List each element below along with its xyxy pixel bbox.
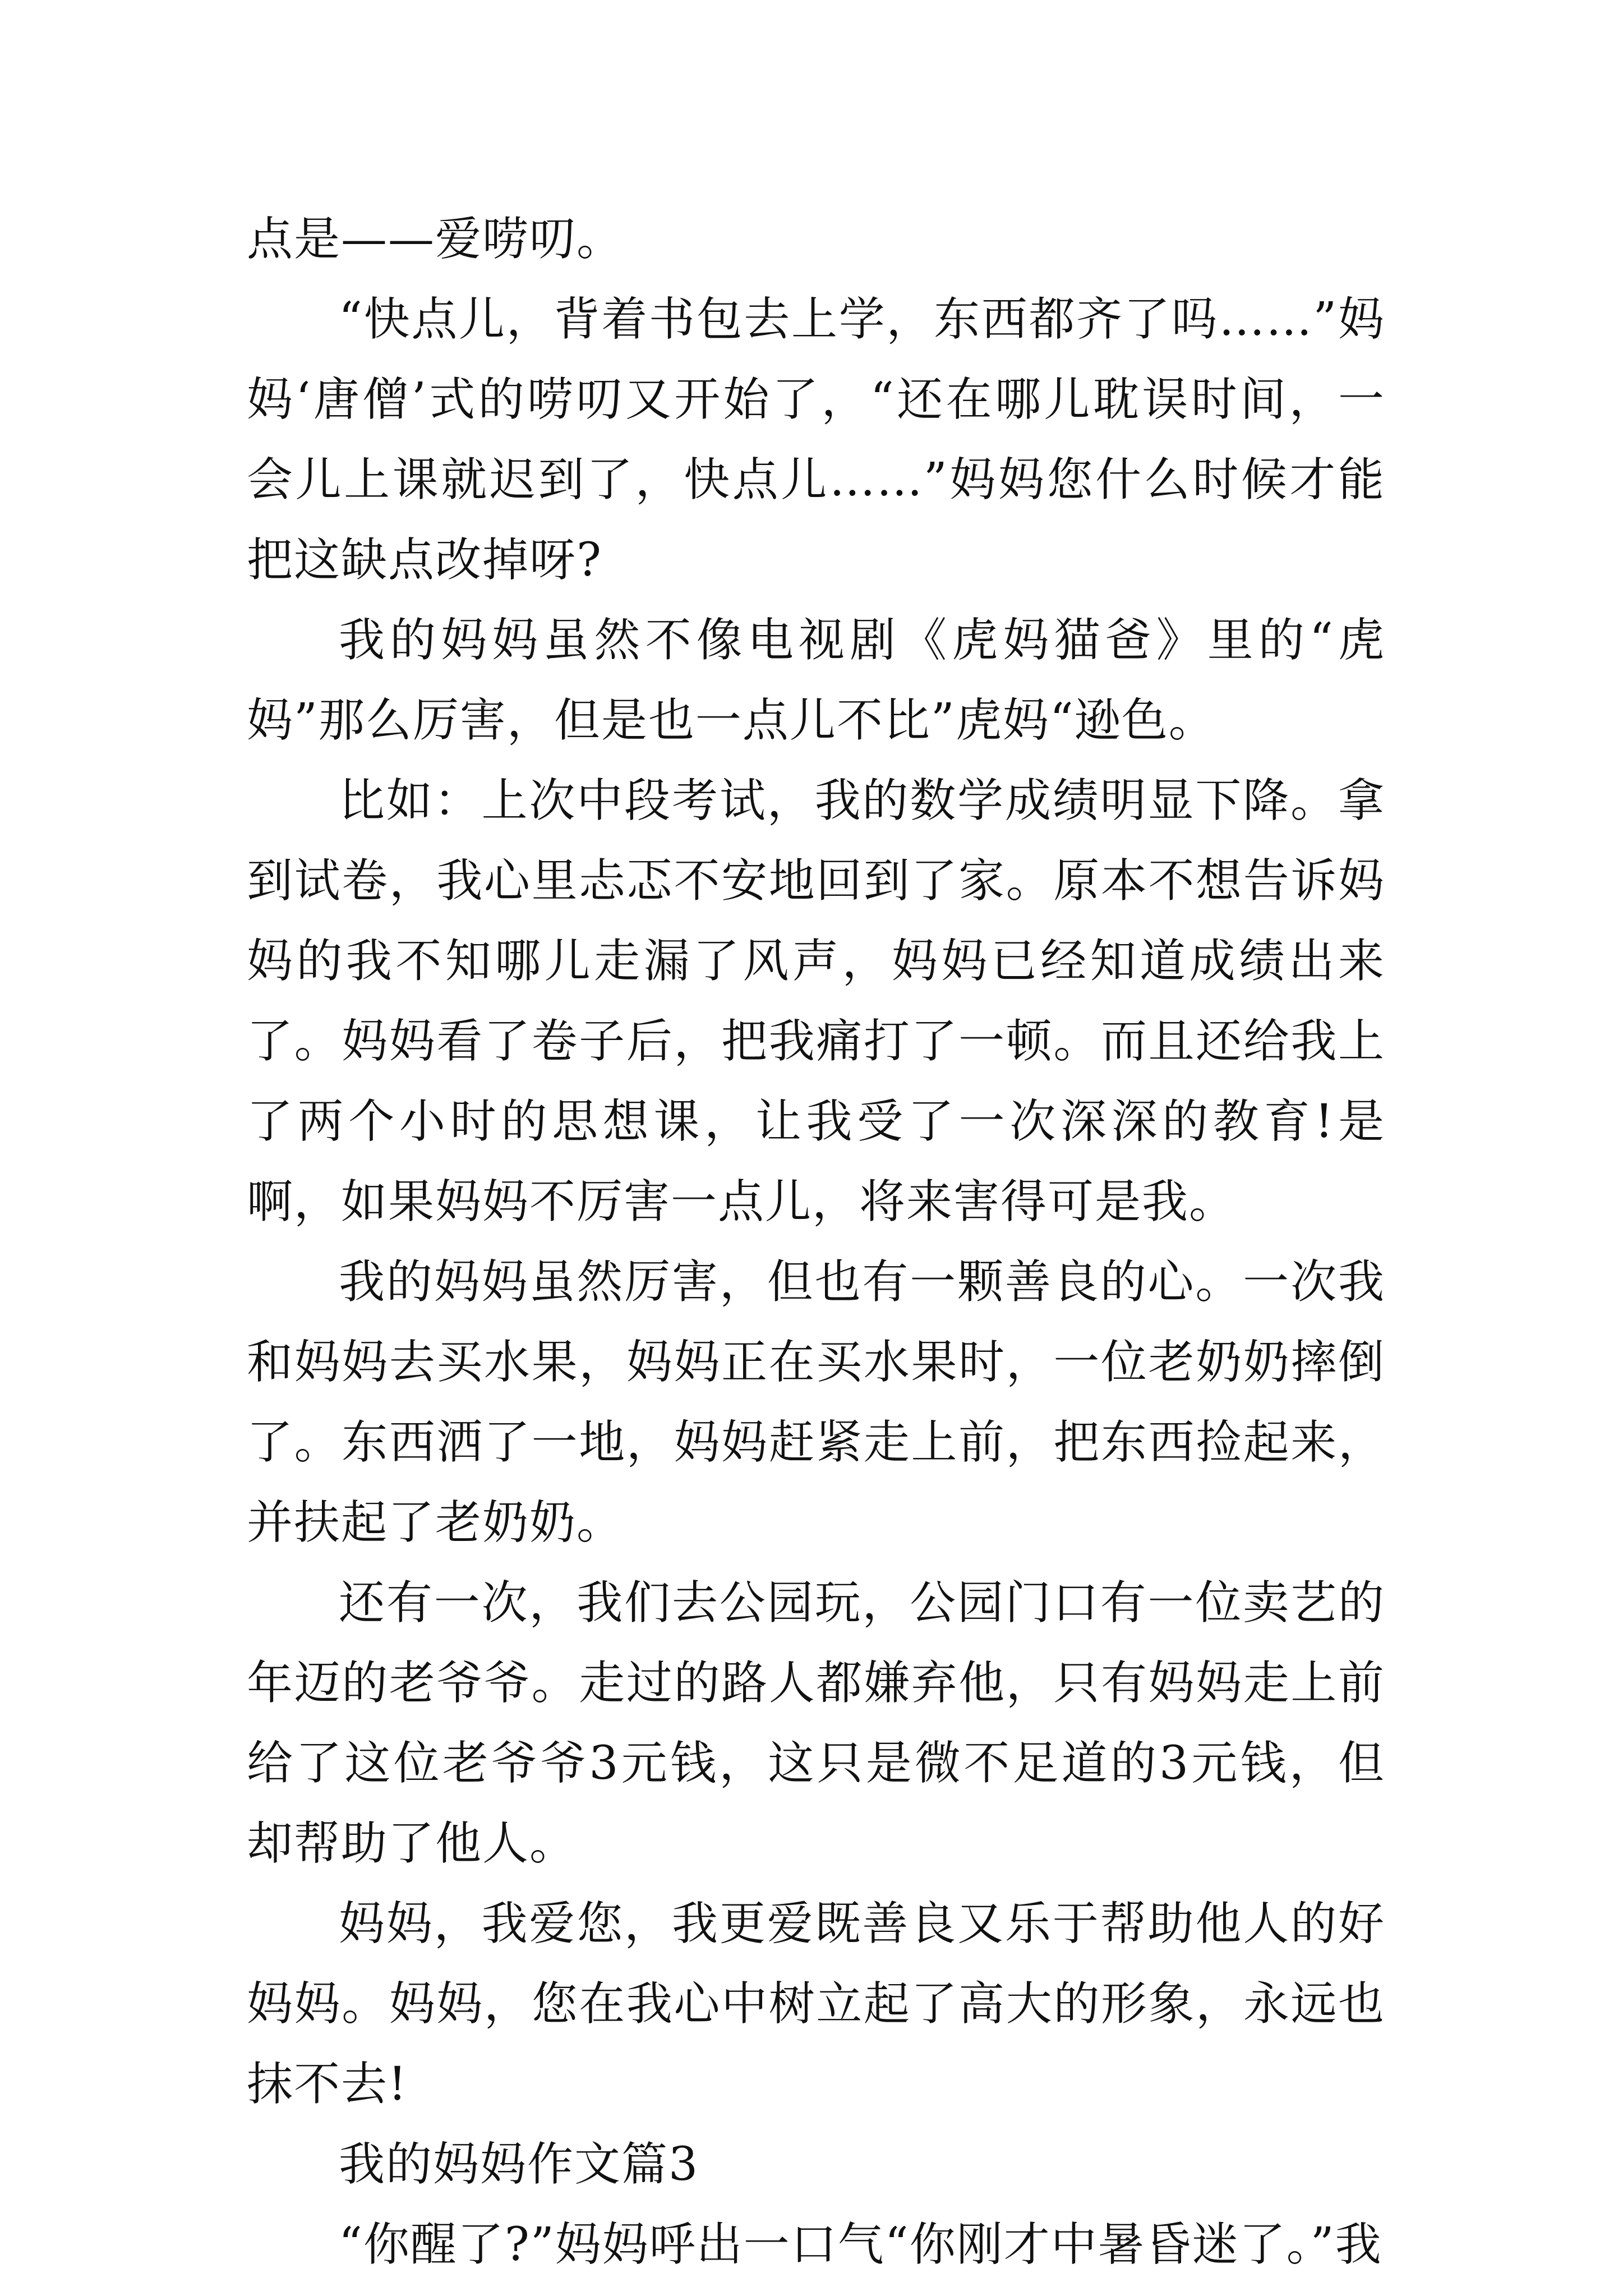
essay-body — [247, 199, 1385, 2285]
paragraph-nagging: “快点儿，背着书包去上学，东西都齐了吗……”妈妈‘唐僧’式的唠叨又开始了，“还在哪儿耽误时间，一会儿上课就迟到了，快点儿……”妈妈您什么时候才能把这缺点改掉呀? — [247, 293, 1385, 587]
paragraph-love: 妈妈，我爱您，我更爱既善良又乐于帮助他人的好妈妈。妈妈，您在我心中树立起了高大的形象，永远也抹不去! — [247, 1897, 1385, 2111]
paragraph-kind-heart: 我的妈妈虽然厉害，但也有一颗善良的心。一次我和妈妈去买水果，妈妈正在买水果时，一位老奶奶摔倒了。东西洒了一地，妈妈赶紧走上前，把东西捡起来，并扶起了老奶奶。 — [247, 1255, 1385, 1549]
paragraph-awake: “你醒了?”妈妈呼出一口气“你刚才中暑昏迷了。”我 — [339, 2218, 1382, 2271]
paragraph-tiger-mom: 我的妈妈虽然不像电视剧《虎妈猫爸》里的“虎妈”那么厉害，但是也一点儿不比”虎妈“逊色。 — [247, 614, 1385, 747]
paragraph-continuation: 点是——爱唠叨。 — [247, 213, 624, 266]
section-heading: 我的妈妈作文篇3 — [339, 2138, 699, 2191]
paragraph-park: 还有一次，我们去公园玩，公园门口有一位卖艺的年迈的老爷爷。走过的路人都嫌弃他，只有妈妈走上前给了这位老爷爷3元钱，这只是微不足道的3元钱，但却帮助了他人。 — [247, 1576, 1385, 1870]
paragraph-exam: 比如：上次中段考试，我的数学成绩明显下降。拿到试卷，我心里忐忑不安地回到了家。原本不想告诉妈妈的我不知哪儿走漏了风声，妈妈已经知道成绩出来了。妈妈看了卷子后，把我痛打了一顿。而且还给我上了两个小时的思想课，让我受了一次深深的教育!是啊，如果妈妈不厉害一点儿，将来害得可是我。 — [247, 774, 1385, 1228]
